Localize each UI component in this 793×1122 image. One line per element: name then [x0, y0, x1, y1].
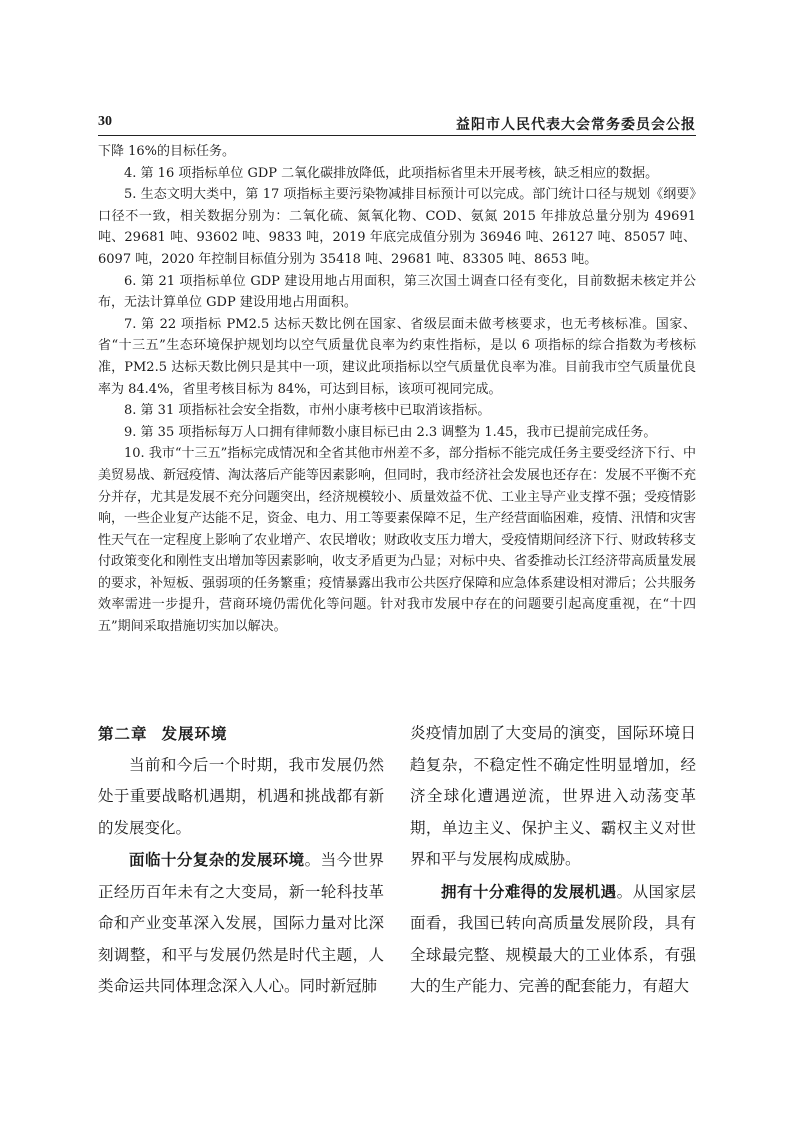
bold-lead: 拥有十分难得的发展机遇: [441, 881, 617, 901]
header-rule: [98, 135, 696, 136]
paragraph: 4. 第 16 项指标单位 GDP 二氧化碳排放降低，此项指标省里未开展考核，缺乏相应的数据。: [124, 165, 659, 181]
right-column: [410, 718, 696, 1003]
page-header: [98, 114, 696, 134]
paragraph: 5. 生态文明大类中，第 17 项指标主要污染物减排目标预计可以完成。部门统计口径与规划《纲要》口径不一致，相关数据分别为：二氧化硫、氮氧化物、COD、氨氮 2015 年排放总量分别为 49691 吨、29681 吨、93602 吨、9833 吨，2019 年底完成值分别为 36946 吨、26127 吨、85057 吨、6097 吨，2020 年控制目标值分别为 35418 吨、29681 吨、83305 吨、8653 吨。: [98, 187, 696, 267]
paragraph-text: 。当今世界正经历百年未有之大变局，新一轮科技革命和产业变革深入发展，国际力量对比深刻调整，和平与发展仍然是时代主题，人类命运共同体理念深入人心。同时新冠肺: [98, 851, 384, 995]
top-section: [98, 141, 696, 638]
paragraph-text: 。从国家层面看，我国已转向高质量发展阶段，具有全球最完整、规模最大的工业体系，有强大的生产能力、完善的配套能力，有超大: [410, 882, 696, 995]
page-number: 30: [98, 114, 112, 129]
paragraph: 6. 第 21 项指标单位 GDP 建设用地占用面积，第三次国土调查口径有变化，目前数据未核定并公布，无法计算单位 GDP 建设用地占用面积。: [98, 273, 696, 311]
chapter-title: 发展环境: [161, 724, 228, 743]
paragraph: 炎疫情加剧了大变局的演变，国际环境日趋复杂，不稳定性不确定性明显增加，经济全球化遭遇逆流，世界进入动荡变革期，单边主义、保护主义、霸权主义对世界和平与发展构成威胁。: [410, 724, 696, 868]
paragraph: 7. 第 22 项指标 PM2.5 达标天数比例在国家、省级层面未做考核要求，也无考核标准。国家、省“十三五”生态环境保护规划均以空气质量优良率为约束性指标，是以 6 项指标的综合指数为考核标准，PM2.5 达标天数比例只是其中一项，建议此项指标以空气质量优良率为准。目前我市空气质量优良率为 84.4%，省里考核目标为 84%，可达到目标，该项可视同完成。: [98, 316, 696, 397]
left-column: [98, 718, 384, 1003]
bold-lead: 面临十分复杂的发展环境: [129, 850, 305, 869]
chapter-number: 第二章: [98, 724, 148, 743]
paragraph: 9. 第 35 项指标每万人口拥有律师数小康目标已由 2.3 调整为 1.45，我市已提前完成任务。: [124, 424, 657, 440]
paragraph: [410, 876, 696, 1003]
paragraph: 当前和今后一个时期，我市发展仍然处于重要战略机遇期，机遇和挑战都有新的发展变化。: [98, 755, 384, 837]
journal-title: 益阳市人民代表大会常务委员会公报: [456, 117, 696, 133]
chapter-heading: [98, 718, 384, 750]
paragraph: 10. 我市“十三五”指标完成情况和全省其他市州差不多，部分指标不能完成任务主要受经济下行、中美贸易战、新冠疫情、淘汰落后产能等因素影响，但同时，我市经济社会发展也还存在：发展不平衡不充分并存，尤其是发展不充分问题突出，经济规模较小、质量效益不优、工业主导产业支撑不强；受疫情影响，一些企业复产达能不足，资金、电力、用工等要素保障不足，生产经营面临困难，疫情、汛情和灾害性天气在一定程度上影响了农业增产、农民增收；财政收支压力增大，受疫情期间经济下行、财政转移支付政策变化和刚性支出增加等因素影响，收支矛盾更为凸显；对标中央、省委推动长江经济带高质量发展的要求，补短板、强弱项的任务繁重；疫情暴露出我市公共医疗保障和应急体系建设相对滞后；公共服务效率需进一步提升，营商环境仍需优化等问题。针对我市发展中存在的问题要引起高度重视，在“十四五”期间采取措施切实加以解决。: [98, 446, 697, 635]
paragraph: 下降 16%的目标任务。: [98, 144, 236, 159]
paragraph: [98, 844, 384, 1003]
paragraph: 8. 第 31 项指标社会安全指数，市州小康考核中已取消该指标。: [124, 403, 491, 419]
